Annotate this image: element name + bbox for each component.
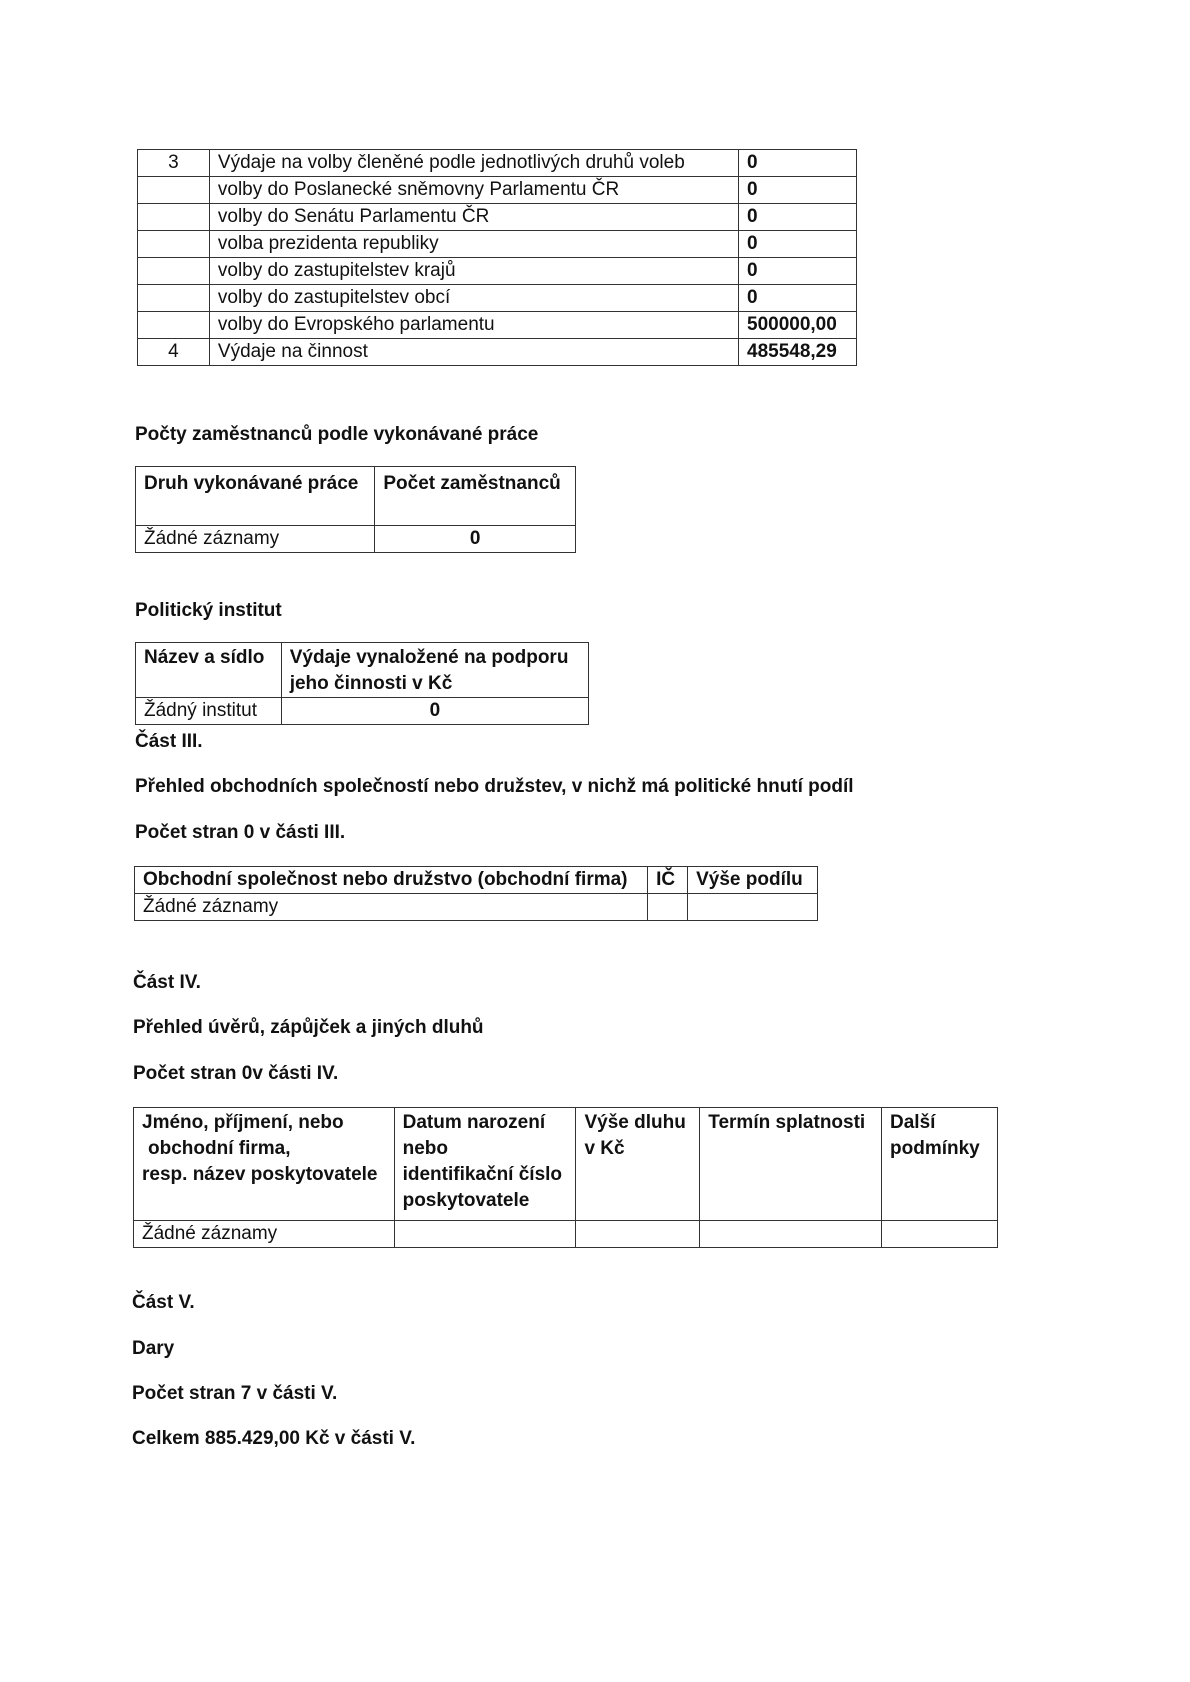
expenses-row-value: 500000,00 — [739, 312, 857, 339]
part4-row-cell4 — [700, 1221, 882, 1248]
part4-row-cell5 — [882, 1221, 998, 1248]
expenses-row-label: volby do Poslanecké sněmovny Parlamentu ČR — [209, 177, 738, 204]
employees-row-label: Žádné záznamy — [136, 526, 375, 553]
expenses-row — [138, 312, 857, 339]
part3-subtitle: Přehled obchodních společností nebo družstev, v nichž má politické hnutí podíl — [135, 776, 854, 797]
expenses-row-number — [138, 258, 210, 285]
part4-subtitle: Přehled úvěrů, zápůjček a jiných dluhů — [133, 1017, 484, 1038]
expenses-row-value: 0 — [739, 285, 857, 312]
expenses-row — [138, 231, 857, 258]
part4-row-cell3 — [576, 1221, 700, 1248]
expenses-row-value: 0 — [739, 150, 857, 177]
part4-col2-line3: identifikační číslo — [402, 1164, 563, 1185]
institute-col1-header: Název a sídlo — [136, 643, 282, 698]
part5-subtitle: Dary — [132, 1338, 175, 1359]
part3-row-ic — [648, 894, 688, 921]
part3-title: Část III. — [135, 731, 203, 752]
part4-title: Část IV. — [133, 972, 201, 993]
part3-row-share — [688, 894, 818, 921]
expenses-row-number: 4 — [138, 339, 210, 366]
part4-col5-header — [882, 1108, 998, 1221]
part4-col3-header — [576, 1108, 700, 1221]
part3-table — [134, 866, 818, 921]
part4-col3-line2: v Kč — [584, 1138, 625, 1159]
expenses-row-label: volby do zastupitelstev krajů — [209, 258, 738, 285]
part4-col3-line1: Výše dluhu — [584, 1112, 686, 1133]
expenses-row-label: Výdaje na volby členěné podle jednotlivých druhů voleb — [209, 150, 738, 177]
part3-col2-header: IČ — [648, 867, 688, 894]
expenses-row-value: 0 — [739, 204, 857, 231]
part3-row-label: Žádné záznamy — [135, 894, 648, 921]
expenses-row-number — [138, 204, 210, 231]
part4-col1-line1: Jméno, příjmení, nebo — [142, 1112, 344, 1133]
expenses-row-number — [138, 177, 210, 204]
part4-row-cell2 — [394, 1221, 576, 1248]
expenses-row-number — [138, 285, 210, 312]
part4-col2-line2: nebo — [402, 1138, 448, 1159]
institute-col2-header — [281, 643, 588, 698]
expenses-row-label: volba prezidenta republiky — [209, 231, 738, 258]
employees-heading: Počty zaměstnanců podle vykonávané práce — [135, 424, 539, 445]
expenses-row — [138, 150, 857, 177]
part4-col2-line1: Datum narození — [402, 1112, 546, 1133]
expenses-row-value: 0 — [739, 231, 857, 258]
employees-col1-header: Druh vykonávané práce — [136, 467, 375, 526]
part5-count: Počet stran 7 v části V. — [132, 1383, 338, 1404]
part4-col1-line2: obchodní firma, — [148, 1138, 291, 1159]
institute-row-label: Žádný institut — [136, 698, 282, 725]
expenses-row-number: 3 — [138, 150, 210, 177]
expenses-row-value: 485548,29 — [739, 339, 857, 366]
part5-title: Část V. — [132, 1292, 195, 1313]
expenses-row-label: volby do Evropského parlamentu — [209, 312, 738, 339]
part4-col2-line4: poskytovatele — [402, 1190, 530, 1211]
employees-table — [135, 466, 576, 553]
expenses-row-value: 0 — [739, 177, 857, 204]
part4-col5-line1: Další — [890, 1112, 936, 1133]
part5-total: Celkem 885.429,00 Kč v části V. — [132, 1428, 416, 1449]
part3-col1-header: Obchodní společnost nebo družstvo (obchodní firma) — [135, 867, 648, 894]
employees-col2-header: Počet zaměstnanců — [375, 467, 576, 526]
expenses-row-label: Výdaje na činnost — [209, 339, 738, 366]
part4-col2-header — [394, 1108, 576, 1221]
part4-col4-header: Termín splatnosti — [700, 1108, 882, 1221]
institute-table — [135, 642, 589, 725]
part4-col1-header — [134, 1108, 395, 1221]
expenses-row — [138, 285, 857, 312]
part4-col5-line2: podmínky — [890, 1138, 980, 1159]
part4-row-label: Žádné záznamy — [134, 1221, 395, 1248]
part3-count: Počet stran 0 v části III. — [135, 822, 346, 843]
expenses-row-label: volby do zastupitelstev obcí — [209, 285, 738, 312]
expenses-row-number — [138, 312, 210, 339]
employees-row-value: 0 — [375, 526, 576, 553]
part3-col3-header: Výše podílu — [688, 867, 818, 894]
expenses-row-label: volby do Senátu Parlamentu ČR — [209, 204, 738, 231]
expenses-row — [138, 258, 857, 285]
institute-heading: Politický institut — [135, 600, 282, 621]
institute-col2-line1: Výdaje vynaložené na podporu — [289, 647, 569, 668]
part4-count: Počet stran 0v části IV. — [133, 1063, 339, 1084]
part4-table — [133, 1107, 998, 1248]
expenses-row — [138, 177, 857, 204]
expenses-row — [138, 204, 857, 231]
expenses-table — [137, 149, 857, 366]
part4-col1-line3: resp. název poskytovatele — [142, 1164, 378, 1185]
expenses-row-value: 0 — [739, 258, 857, 285]
institute-row-value: 0 — [281, 698, 588, 725]
institute-col2-line2: jeho činnosti v Kč — [289, 673, 453, 694]
expenses-row — [138, 339, 857, 366]
expenses-row-number — [138, 231, 210, 258]
